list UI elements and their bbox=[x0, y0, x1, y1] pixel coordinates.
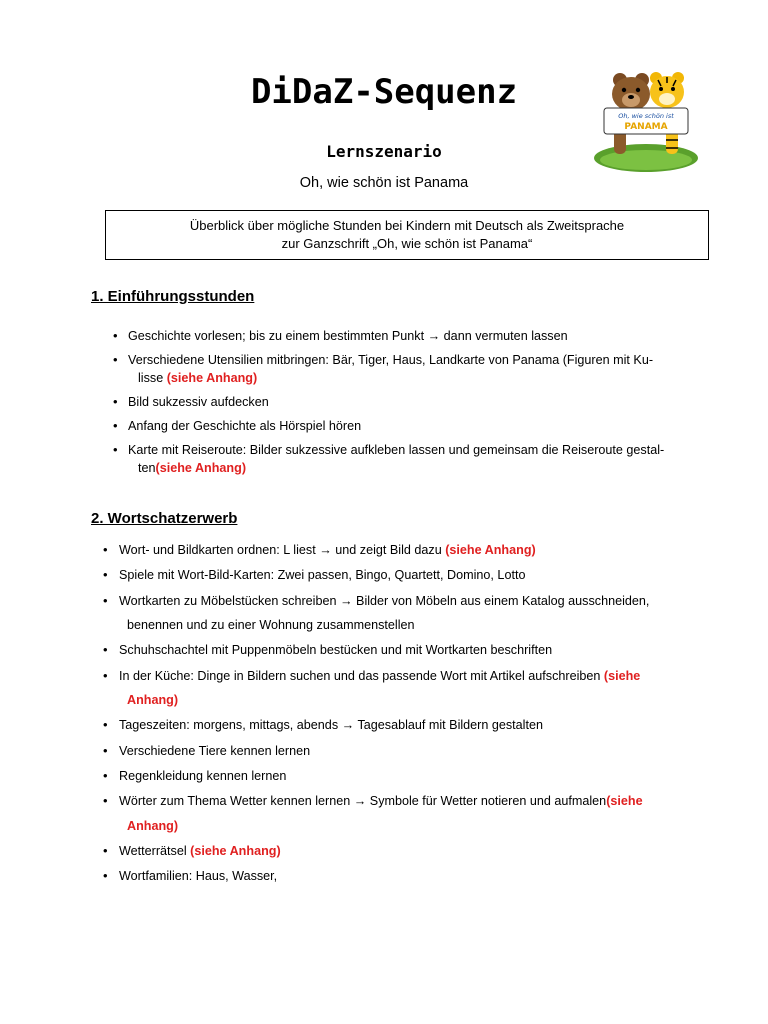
overview-box bbox=[105, 210, 709, 260]
overview-line-1: Überblick über mögliche Stunden bei Kindern mit Deutsch als Zweitsprache bbox=[189, 218, 625, 233]
svg-text:Oh, wie schön ist: Oh, wie schön ist bbox=[618, 112, 674, 120]
page-title: DiDaZ-Sequenz bbox=[250, 72, 518, 112]
list-item: • Wetterrätsel (siehe Anhang) bbox=[103, 839, 679, 864]
list-item: • Verschiedene Utensilien mitbringen: Bär, Tiger, Haus, Landkarte von Panama (Figuren mit Ku- lisse (siehe Anhang) bbox=[113, 351, 678, 387]
list-item: • Karte mit Reiseroute: Bilder sukzessive aufkleben lassen und gemeinsam die Reiseroute gestal- ten(siehe Anhang) bbox=[113, 441, 678, 477]
book-cover-illustration bbox=[590, 66, 702, 172]
list-item: • Wörter zum Thema Wetter kennen lernen → Symbole für Wetter notieren und aufmalen(siehe Anhang) bbox=[103, 789, 679, 838]
einfuehrung-list bbox=[113, 327, 678, 483]
list-item: • In der Küche: Dinge in Bildern suchen und das passende Wort mit Artikel aufschreiben (siehe Anhang) bbox=[103, 664, 679, 713]
list-item: • Bild sukzessiv aufdecken bbox=[113, 393, 678, 411]
page-subtitle: Lernszenario bbox=[326, 142, 442, 161]
wortschatz-list bbox=[103, 538, 679, 890]
list-item: • Geschichte vorlesen; bis zu einem bestimmten Punkt → dann vermuten lassen bbox=[113, 327, 678, 345]
reference-label: (siehe bbox=[603, 668, 641, 683]
section-heading-einfuehrung: 1. Einführungsstunden bbox=[91, 288, 255, 305]
overview-line-2: zur Ganzschrift „Oh, wie schön ist Panama“ bbox=[281, 236, 533, 251]
list-item: • Verschiedene Tiere kennen lernen bbox=[103, 739, 679, 764]
reference-label: (siehe Anhang) bbox=[155, 461, 247, 475]
reference-label: (siehe bbox=[606, 794, 643, 809]
list-item: • Wort- und Bildkarten ordnen: L liest → und zeigt Bild dazu (siehe Anhang) bbox=[103, 538, 679, 563]
book-title: Oh, wie schön ist Panama bbox=[299, 175, 469, 191]
list-item: • Wortkarten zu Möbelstücken schreiben → Bilder von Möbeln aus einem Katalog ausschneiden, benennen und zu einer Wohnung zusammenstellen bbox=[103, 589, 679, 638]
reference-label: (siehe Anhang) bbox=[166, 371, 258, 385]
list-item: • Spiele mit Wort-Bild-Karten: Zwei passen, Bingo, Quartett, Domino, Lotto bbox=[103, 563, 679, 588]
list-item: • Regenkleidung kennen lernen bbox=[103, 764, 679, 789]
list-item: • Tageszeiten: morgens, mittags, abends → Tagesablauf mit Bildern gestalten bbox=[103, 713, 679, 738]
list-item: • Wortfamilien: Haus, Wasser, bbox=[103, 864, 679, 889]
list-item: • Schuhschachtel mit Puppenmöbeln bestücken und mit Wortkarten beschriften bbox=[103, 638, 679, 663]
svg-text:PANAMA: PANAMA bbox=[624, 122, 668, 132]
list-item: • Anfang der Geschichte als Hörspiel hören bbox=[113, 417, 678, 435]
reference-label: (siehe Anhang) bbox=[445, 543, 536, 557]
section-heading-wortschatz: 2. Wortschatzerwerb bbox=[91, 510, 238, 527]
reference-label: (siehe Anhang) bbox=[190, 844, 281, 859]
